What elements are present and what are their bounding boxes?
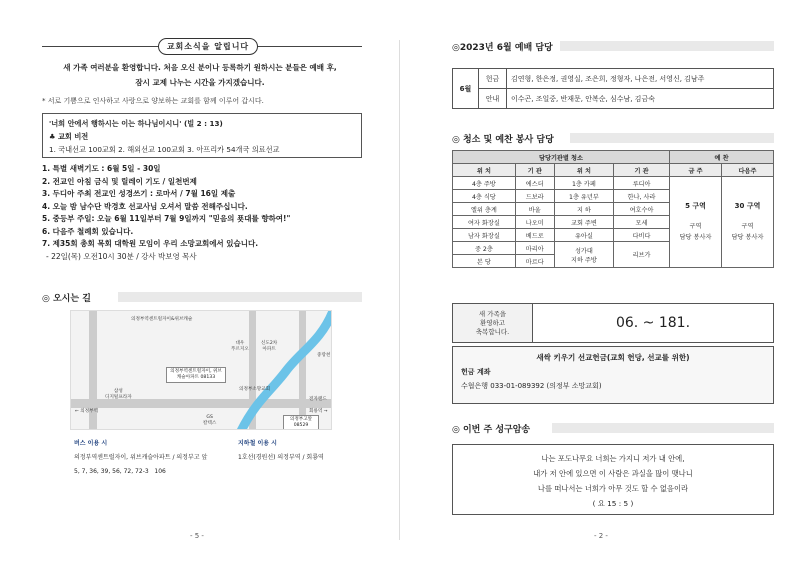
greeting: * 서로 기쁨으로 인사하고 사랑으로 양보하는 교회를 함께 이루어 갑시다. [42, 97, 264, 105]
map-label: 회룡역 → [309, 409, 328, 414]
cell: 유아실 [554, 229, 613, 242]
cell: 베드로 [515, 229, 554, 242]
map-label: 대우 푸르지오 [231, 341, 249, 352]
worship-role: 헌금 [479, 69, 507, 89]
news-item: 5. 중등부 주일: 오늘 6월 11일부터 7월 9일까지 "믿음의 푯대를 향하여!" [42, 214, 291, 223]
map-label: 전자랜드 [309, 397, 327, 402]
river-label: 중랑천 [317, 353, 331, 358]
cell: 4층 식당 [453, 190, 516, 203]
duty-table [452, 150, 774, 268]
cell: 1층 유년부 [554, 190, 613, 203]
account-number: 수협은행 033-01-089392 (의정부 소망교회) [461, 382, 602, 390]
cleaning-header: 담당기관별 청소 [453, 151, 670, 164]
vision-box [42, 113, 362, 158]
new-member-box [452, 303, 774, 343]
vision-title: ♣ 교회 비전 [49, 132, 89, 141]
cell: 4층 주방 [453, 177, 516, 190]
location-map [70, 310, 332, 430]
worship-heading-bar [560, 41, 774, 51]
map-heading-bar [118, 292, 362, 302]
cell: 루디아 [614, 177, 670, 190]
duty-heading-bar [570, 133, 774, 143]
news-item: 1. 특별 새벽기도 : 6월 5일 - 30일 [42, 164, 161, 173]
welcome-line-1: 새 가족 여러분을 환영합니다. 처음 오신 분이나 등록하기 원하시는 분들은 예배 후, [63, 63, 337, 72]
map-label: 의정부역센트럴자이&위브캐슬 [131, 317, 193, 322]
news-item: 6. 다음주 철례회 있습니다. [42, 226, 134, 236]
account-label: 헌금 계좌 [461, 368, 491, 376]
offering-next-week [722, 177, 774, 268]
mission-title: 새싹 키우기 선교헌금(교회 헌당, 선교를 위한) [536, 353, 690, 362]
news-subitem: - 22일(목) 오전10시 30분 / 강사 박보영 목사 [46, 251, 197, 261]
church-label: 의정부소망교회 [239, 387, 271, 392]
bible-heading: ◎ 이번 주 성구암송 [452, 425, 531, 435]
bible-heading-bar [552, 423, 774, 433]
cell: 교회 주변 [554, 216, 613, 229]
cell: 지 하 [554, 203, 613, 216]
bible-verse-box [452, 444, 774, 515]
news-item: 2. 전교인 아침 금식 및 릴레이 기도 / 일천번제 [42, 176, 197, 186]
page-number: - 2 - [594, 532, 608, 540]
cell: 성가대 지하 주방 [554, 242, 613, 268]
map-label: 삼성 디지털프라자 [105, 389, 132, 400]
bible-line: 내가 저 안에 있으면 이 사람은 과실을 많이 맺나니 [533, 469, 693, 478]
worship-names: 김연형, 한은정, 권영실, 조은희, 정형자, 나은전, 서영신, 김남주 [507, 69, 774, 89]
worship-heading: ◎2023년 6월 예배 담당 [452, 43, 553, 53]
subway-info [238, 437, 324, 465]
cell: 한나, 사라 [614, 190, 670, 203]
cell: 에스더 [515, 177, 554, 190]
duty-heading: ◎ 청소 및 예찬 봉사 담당 [452, 135, 554, 145]
offering-header: 예 찬 [670, 151, 774, 164]
theme-verse: '너희 안에서 행하시는 이는 하나님이시니' (빌 2 : 13) [49, 119, 223, 128]
new-member-label: 새 가족을 환영하고 축복합니다. [453, 304, 533, 342]
welcome-line-2: 잠시 교제 나누는 시간을 가지겠습니다. [135, 78, 265, 87]
cell: 드보라 [515, 190, 554, 203]
welcome-text [30, 60, 370, 90]
cell: 본 당 [453, 255, 516, 268]
bible-line: 나는 포도나무요 너희는 가지니 저가 내 안에, [541, 454, 685, 463]
news-item: 7. 제35회 총회 목회 대학원 모임이 우리 소망교회에서 있습니다. [42, 239, 259, 248]
offering-this-week [670, 177, 722, 268]
offering-this-sub: 구역 담당 봉사자 [679, 223, 712, 241]
bus-stop: 의정부역센트럴자이, 위브캐슬아파트 / 의정부고 앞 [74, 454, 208, 461]
map-bus-stop-box: 의정부역센트럴자이, 위브캐슬아파트 08133 [166, 367, 226, 383]
cell: 여자 화장실 [453, 216, 516, 229]
column-header: 위 치 [453, 164, 516, 177]
cell: 1층 카페 [554, 177, 613, 190]
cell: 나오미 [515, 216, 554, 229]
bus-routes: 5, 7, 36, 39, 56, 72, 72-3 [74, 468, 149, 475]
bible-line: 나를 떠나서는 너희가 아무 것도 할 수 없음이라 [537, 484, 689, 493]
news-list [42, 163, 372, 263]
cell: 여호수아 [614, 203, 670, 216]
map-label: ← 의정부역 [75, 409, 99, 414]
notice-title: 교회소식을 알립니다 [158, 38, 258, 55]
cell: 다비다 [614, 229, 670, 242]
page-divider [399, 40, 400, 540]
page-number: - 5 - [190, 532, 204, 540]
mission-offering-box [452, 346, 774, 404]
offering-this-zone: 5 구역 [685, 202, 706, 210]
cell: 모세 [614, 216, 670, 229]
column-header: 기 관 [614, 164, 670, 177]
subway-title: 지하철 이용 시 [238, 440, 277, 447]
worship-table [452, 68, 774, 109]
news-item: 4. 오늘 밤 남수단 박경호 선교사님 오셔서 말씀 전해주십니다. [42, 201, 248, 211]
cell: 마리아 [515, 242, 554, 255]
worship-month: 6월 [453, 69, 479, 109]
cell: 중 2층 [453, 242, 516, 255]
column-header: 다음주 [722, 164, 774, 177]
cell: 남자 화장실 [453, 229, 516, 242]
cell: 마르다 [515, 255, 554, 268]
bus-title: 버스 이용 시 [74, 440, 108, 447]
vision-list: 1. 국내선교 100교회 2. 해외선교 100교회 3. 아프리카 54개국 의료선교 [49, 145, 280, 154]
subway-route: 1호선(경원선) 의정부역 / 회룡역 [238, 454, 324, 461]
worship-role: 안내 [479, 89, 507, 109]
worship-names: 이수곤, 조일중, 반재문, 안복순, 심수남, 김금숙 [507, 89, 774, 109]
offering-next-sub: 구역 담당 봉사자 [731, 223, 764, 241]
news-item: 3. 두디아 주최 전교인 성경쓰기 : 로마서 / 7월 16일 제출 [42, 189, 236, 198]
map-label: GS 칼텍스 [203, 415, 217, 426]
map-heading: ◎ 오시는 길 [42, 294, 91, 304]
offering-next-zone: 30 구역 [734, 202, 761, 210]
cell: 엘위 층계 [453, 203, 516, 216]
bus-express: 106 [154, 468, 166, 475]
column-header: 기 관 [515, 164, 554, 177]
map-bus-stop-box: 의정부고앞 08529 [283, 415, 319, 430]
column-header: 금 주 [670, 164, 722, 177]
column-header: 위 치 [554, 164, 613, 177]
cell: 바울 [515, 203, 554, 216]
map-label: 신도2차 아파트 [261, 341, 278, 352]
cell: 리브가 [614, 242, 670, 268]
bus-info [74, 437, 207, 479]
bible-reference: ( 요 15 : 5 ) [592, 499, 634, 508]
new-member-text: 06. ~ 181. [615, 315, 691, 331]
